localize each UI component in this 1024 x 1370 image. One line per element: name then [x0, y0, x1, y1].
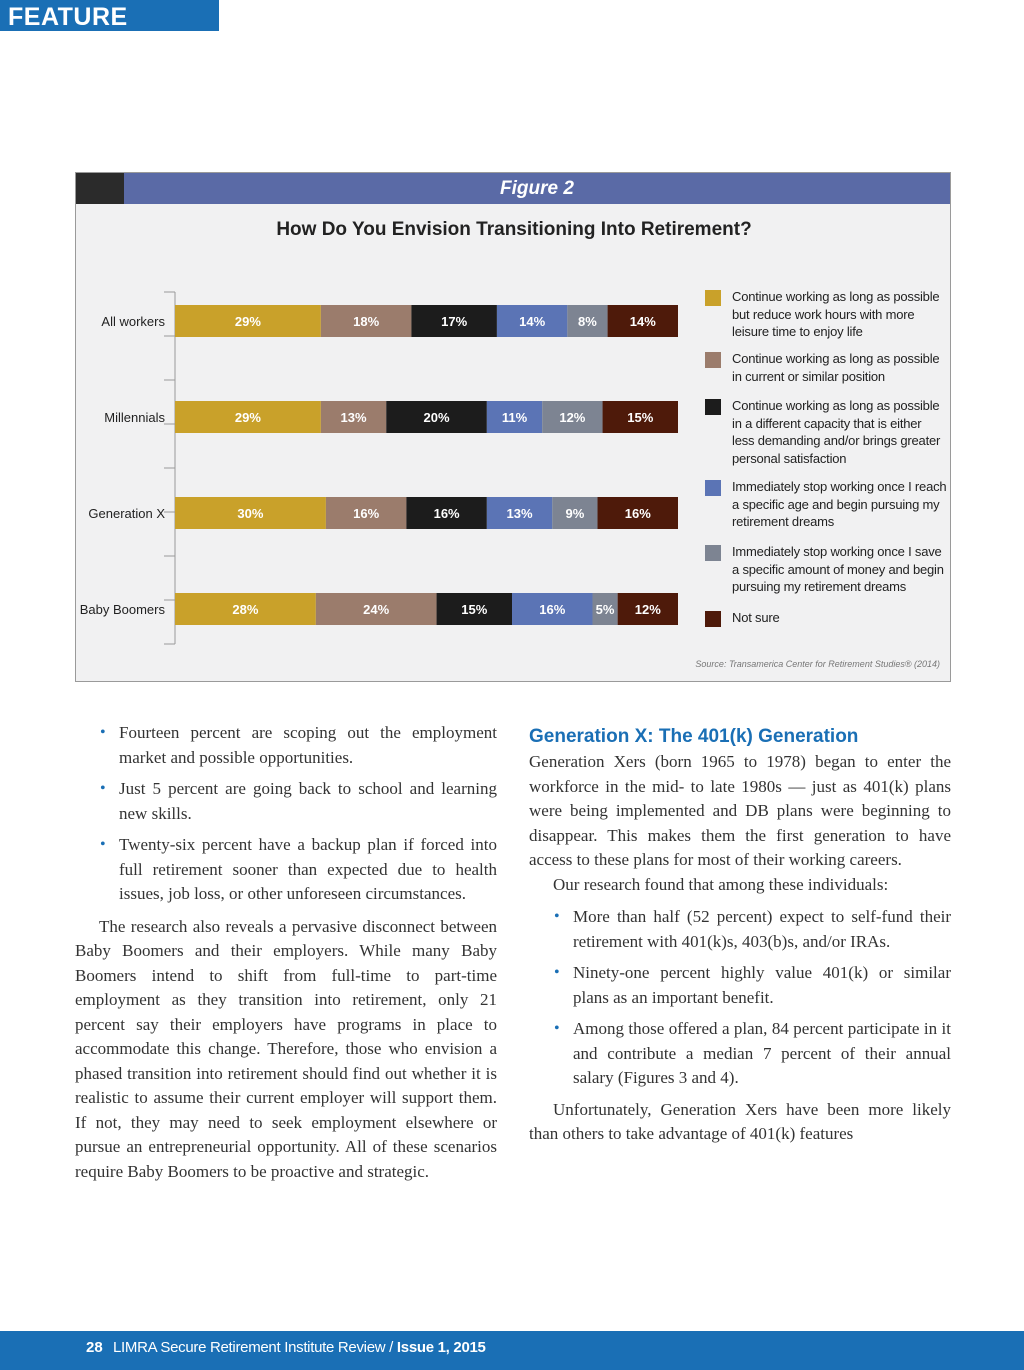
bar-value-label: 16%: [539, 602, 566, 617]
bar-value-label: 12%: [634, 602, 661, 617]
left-column: [75, 721, 497, 1184]
page-footer: [0, 1331, 1024, 1370]
issue-label: Issue 1, 2015: [396, 1339, 486, 1356]
bullet-icon: •: [100, 724, 106, 741]
category-label-all-workers: All workers: [101, 314, 165, 329]
list-item: • More than half (52 percent) expect to self-fund their retirement with 401(k)s, 403(b)s, and/or IRAs.: [554, 907, 951, 951]
bar-value-label: 28%: [232, 602, 259, 617]
bar-value-label: 13%: [506, 506, 533, 521]
bullet-icon: •: [554, 908, 560, 925]
right-column: [529, 724, 951, 1147]
bar-value-label: 15%: [627, 410, 654, 425]
list-item: • Among those offered a plan, 84 percent participate in it and contribute a median 7 percent of their annual salary (Figures 3 and 4).: [554, 1019, 951, 1087]
bar-value-label: 15%: [461, 602, 488, 617]
legend-swatch: [705, 611, 721, 627]
bar-value-label: 11%: [501, 410, 528, 425]
bullet-icon: •: [100, 836, 106, 853]
bar-value-label: 14%: [629, 314, 656, 329]
publication-name: LIMRA Secure Retirement Institute Review /: [113, 1339, 394, 1356]
bullet-icon: •: [100, 780, 106, 797]
legend-label: Immediately stop working once I reach a specific age and begin pursuing my retirement dreams: [732, 479, 947, 529]
bar-value-label: 29%: [234, 314, 261, 329]
bar-value-label: 5%: [595, 602, 615, 617]
bar-value-label: 18%: [353, 314, 380, 329]
bar-value-label: 8%: [578, 314, 597, 329]
page-number: 28: [86, 1339, 103, 1356]
chart-title: How Do You Envision Transitioning Into Retirement?: [276, 219, 752, 240]
left-bullet-list: [75, 721, 497, 907]
bar-value-label: 24%: [363, 602, 390, 617]
legend-swatch: [705, 352, 721, 368]
bar-value-label: 16%: [433, 506, 460, 521]
legend-label: Continue working as long as possible in a different capacity that is either less demanding and/or brings greater personal satisfaction: [732, 398, 941, 466]
bar-value-label: 13%: [340, 410, 367, 425]
list-item: • Just 5 percent are going back to school and learning new skills.: [100, 779, 497, 823]
section-label: FEATURE: [0, 0, 219, 31]
bar-value-label: 20%: [423, 410, 450, 425]
bar-value-label: 29%: [234, 410, 261, 425]
legend-label: Continue working as long as possible but reduce work hours with more leisure time to enjoy life: [732, 289, 940, 339]
body-paragraph: Generation Xers (born 1965 to 1978) began to enter the workforce in the mid- to late 1980s — just as 401(k) plans were being implemented and DB plans were beginning to disappear. This makes them the first generation to have access to these plans for most of their working careers.: [529, 752, 951, 869]
list-item: • Fourteen percent are scoping out the employment market and possible opportunities.: [100, 723, 497, 767]
category-label-baby-boomers: Baby Boomers: [79, 602, 165, 617]
legend-label: Continue working as long as possible in current or similar position: [732, 351, 940, 384]
right-bullet-list: [529, 905, 951, 1091]
bar-value-label: 16%: [353, 506, 380, 521]
bullet-icon: •: [554, 1020, 560, 1037]
body-paragraph: Unfortunately, Generation Xers have been more likely than others to take advantage of 401(k) features: [529, 1099, 951, 1143]
publication-info: [113, 1339, 486, 1356]
bar-value-label: 16%: [624, 506, 651, 521]
bullet-icon: •: [554, 964, 560, 981]
chart-source: Source: Transamerica Center for Retirement Studies® (2014): [695, 659, 940, 669]
figure-label: Figure 2: [500, 178, 574, 199]
body-paragraph: The research also reveals a pervasive disconnect between Baby Boomers and their employers. While many Baby Boomers intend to shift from full-time to part-time employment as they transition into retirement, only 21 percent say their employers have programs in place to accommodate this change. Therefore, those who envision a phased transition into retirement should find out whether it is realistic to assume their current employer will support them. If not, they may need to seek employment elsewhere or pursue an entrepreneurial opportunity. All of these scenarios require Baby Boomers to be proactive and strategic.: [75, 916, 497, 1181]
legend-swatch: [705, 480, 721, 496]
bar-value-label: 17%: [441, 314, 468, 329]
bar-value-label: 30%: [237, 506, 264, 521]
legend-swatch: [705, 545, 721, 561]
legend-swatch: [705, 399, 721, 415]
legend-swatch: [705, 290, 721, 306]
list-item: • Ninety-one percent highly value 401(k) or similar plans as an important benefit.: [554, 963, 951, 1007]
body-paragraph: Our research found that among these individuals:: [553, 874, 889, 894]
category-label-millennials: Millennials: [104, 410, 165, 425]
bar-value-label: 12%: [559, 410, 586, 425]
section-heading: Generation X: The 401(k) Generation: [529, 726, 859, 747]
bar-value-label: 14%: [519, 314, 546, 329]
category-label-generation-x: Generation X: [88, 506, 165, 521]
legend-label: Immediately stop working once I save a specific amount of money and begin pursuing my retirement dreams: [732, 544, 944, 594]
list-item: • Twenty-six percent have a backup plan if forced into full retirement sooner than expected due to health issues, job loss, or other unforeseen circumstances.: [100, 835, 497, 903]
legend-label: Not sure: [732, 610, 780, 625]
bar-value-label: 9%: [565, 506, 585, 521]
